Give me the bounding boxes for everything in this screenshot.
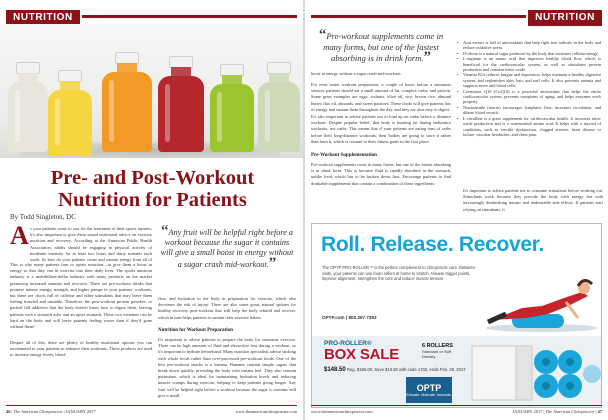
subhead-workout-prep: Nutrition for Workout Preparation [158,328,233,333]
paragraph-3: Despite all of this, there are plenty of healthy nutritional options you can recommend to your patients to enhance their workouts. These products are used to increase energy levels, blood [10,340,152,358]
list-item: • Acai extract is full of antioxidants that help fight free radicals in the body and reduce oxidative stress. [457,40,601,51]
ad-rollers-desc: 6 ROLLERS Standard or Soft Density [422,343,453,359]
ad-box-sale: BOX SALE [324,346,400,363]
section-label: NUTRITION [6,10,80,26]
pull-quote-text: Pre-workout supplements come in many forms, but one of the fastest absorbing is in drink form. [323,31,444,63]
col2-text: flow, and hydration to the body in preparation for exercise, which also decreases the risk of injury. There are also some great, natural options for healthy recovery post-workout that will help the body rebuild and recover, which in turn helps patients to sustain their exercise habits. [158,296,296,320]
ad-contact[interactable]: OPTP.com | 800.367.7393 [322,315,377,320]
paragraph-2: This is why many patients turn to sports nutrition—to give them a boost in energy so that they can fit exercise into their daily lives. The sports nutrition industry is a multibillion-dollar industry with many products on the market promising increased stamina and recovery. There are pre-workout drinks that promise intense energy, strength, and higher pumps in your patients' workouts, but these are chock full of caffeine and other stimulants that may leave them feeling frazzled and unstable. Therefore, the post-workout protein powders, or packed full additives that the body doesn't know how to digest them, leaving patients with a stomach ache and an upset stomach. These two extremes can be hard on the body and will leave patients feeling worse than if they'd gone without them! [10,262,152,330]
ingredient-list [457,40,601,137]
bottle-orange [102,52,152,152]
optp-advertisement[interactable] [311,223,602,408]
ad-product-name: PRO-ROLLER® [324,340,372,347]
footer-url[interactable]: www.theamericanchiropractor.com [235,409,297,414]
footer-right: JANUARY 2017 | The American Chiropractor | 47 [512,409,602,414]
footer-url[interactable]: www.theamericanchiropractor.com [311,409,373,414]
byline: By Todd Singleton, DC [10,213,76,221]
col1-para-3: It's also important to advise patients not to load up on carbs before a distance workout. Despite popular belief, that body is burning fat during endurance workouts, not carbs. This means that if your patients are eating tons of carbs before their long-distance workouts, their bodies are going to store it rather than burn it, which is counter to their fitness goals in the first place. [311,114,451,144]
list-item: • Vitamin B12 reduces fatigue and depression, helps maintain a healthy digestive system, and replenishes skin, hair, and nail cells. It also prevents anemia and supports nerve and blood cells. [457,72,601,88]
right-page [305,0,608,420]
col2-after-list: It's important to advise patients not to consume stimulants before working out. Stimulants work because they provide the body with energy but with increasingly diminishing returns and undesirable side effects. If patients start relying on stimulants, it [463,188,603,212]
col2-text-2: It's important to advise patients to prepare the body for strenuous exercise. There can be high amounts of fluid and electrolyte loss during a workout, so it's important to hydrate beforehand. Many nutrition specialists advise sticking with whole foods rather than over-processed pre-workout foods. One of the best pre-workout snacks is a banana. Bananas contain simple sugars that break down quickly, providing the body with instant fuel. They also contain potassium, which is ideal for maintaining hydration levels and reducing muscle cramps during exercise, helping to keep patients going longer. Any fruit will be helpful right before a workout because the sugar it contains will give a small [158,337,296,398]
section-rule [311,15,526,18]
pull-quote [311,27,451,65]
list-item: • D-ribose is a natural sugar produced by the body that increases cellular energy. [457,51,601,56]
footer-rule [311,405,602,406]
close-quote-icon: ” [268,255,277,271]
woman-foam-roller-photo [482,262,600,334]
col1-text: boost in energy without a sugar crash mid-workout. [311,71,402,76]
drop-cap: A [10,221,29,250]
open-quote-icon: “ [318,27,327,43]
footer-left: 46 | The American Chiropractor | JANUARY 2017 [6,409,96,414]
list-item: • L-citrulline is a great supplement for cardiovascular health. It increases nitric oxide production and is a nonessential amino acid. It helps with a myriad of conditions, such as erectile dysfunction, clogged arteries, heart disease or failure, vascular headaches, and chest pain. [457,116,601,138]
bottle-white [8,62,48,152]
optp-logo[interactable]: OPTP Educate. Motivate. Innovate. [406,377,452,403]
col1-para-4: Pre-workout supplements come in many forms, but one of the fastest absorbing is in drink form. This is because fluid is rapidly absorbed in the stomach, unlike food, which has to be broken down first. Encourage patients to find drinkable supplements that contain a combination of these ingredients: [311,162,451,186]
bottle-red [158,56,204,152]
intro-text-wrap: s your patients come to you for the treatment of their sports injuries, it's also important to give them sound nutritional advice on exercise nutrition and recovery. According to the American Public Health Association, adults should be engaging in physical activity of moderate intensity for at least two hours and thirty minutes each week. So how do your patients create and sustain energy from all of [30,226,152,262]
ad-price: $148.50 Reg. $165.00, Save $16.50 with code 1702, ends Feb. 28, 2017 [324,367,466,373]
col1-para-2: For even better workout preparation, a couple of hours before a strenuous session, patients should eat a small amount of fat, complex carbs, and protein. Some great examples are eggs, walnuts, olive oil, rice, brown rice, almond butter, flax oil, almonds, and sweet potatoes. These foods will give patients lots of energy and sustain them throughout the day, and they are also easy to digest. [311,82,451,112]
foam-rollers-box-photo [462,340,602,406]
open-quote-icon: “ [160,223,169,239]
bottle-green [210,64,254,152]
left-page [0,0,303,420]
bottle-pale-green [258,62,300,152]
footer-rule [6,405,297,406]
juice-bottles-photo [0,24,303,158]
ad-copy: The OPTP PRO-ROLLER™ is the perfect complement to chiropractic care. Between visits, your patients can use foam rollers at home to stretch, release trigger points, improve alignment, strengthen the core and reduce muscle tension. [322,265,476,282]
list-item: • Coenzyme Q10 (CoQ10) is a powerful antioxidant that helps the entire cardiovascular system, prevents symptoms of aging, and helps enzymes work properly. [457,89,601,105]
section-rule [82,15,297,18]
pull-quote [158,223,296,271]
article-headline: Pre- and Post-Workout Nutrition for Patients [50,167,255,211]
bottle-yellow [48,70,92,156]
ad-headline: Roll. Release. Recover. [321,233,545,256]
pull-quote-text: Any fruit will be helpful right before a workout because the sugar it contains will give a small boost in energy without a sugar crash mid-workout. [160,228,294,269]
subhead-pre-workout: Pre-Workout Supplementation [311,153,377,158]
list-item: • L-arginine is an amino acid that improves healthy blood flow, which is beneficial for the cardiovascular system, as well as stimulates protein production and contains nitric oxide. [457,56,601,72]
list-item: • Niacinamide (niacin) encourages lymphatic flow, increases circulation, and dilates blood vessels. [457,105,601,116]
close-quote-icon: ” [423,49,431,65]
section-label: NUTRITION [528,10,602,26]
